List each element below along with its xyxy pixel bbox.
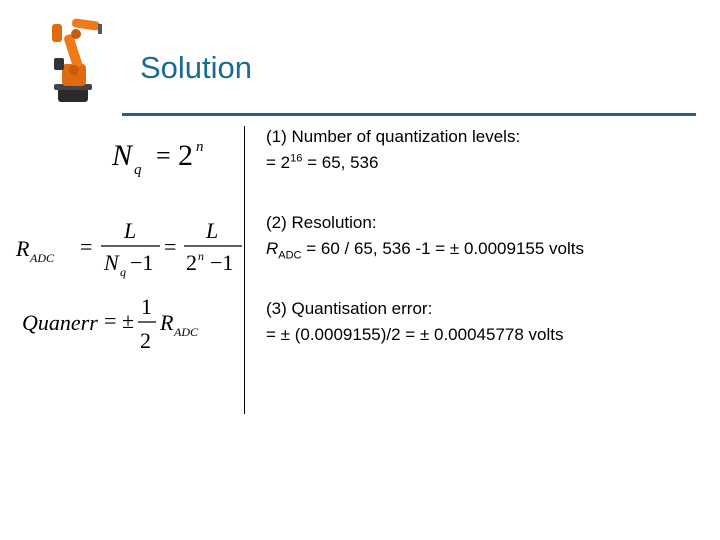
formula-num: L xyxy=(206,218,219,243)
formula-quantisation-error xyxy=(22,296,222,356)
formula-quantization-levels xyxy=(112,138,222,178)
item-heading: (1) Number of quantization levels: xyxy=(266,127,521,146)
item-heading: (2) Resolution: xyxy=(266,213,377,232)
formula-den: 2 xyxy=(140,328,151,353)
formula-eq: = xyxy=(80,234,93,259)
formula-var: R xyxy=(160,310,174,335)
formula-eq: = xyxy=(156,141,171,170)
solution-item-2 xyxy=(266,210,584,262)
solution-item-1 xyxy=(266,124,520,176)
formula-eq: = xyxy=(164,234,177,259)
item-result: = ± (0.0009155)/2 = ± 0.00045778 volts xyxy=(266,325,564,344)
formula-var: Quanerr xyxy=(22,310,98,335)
formula-den: N xyxy=(104,250,119,275)
formula-sub: ADC xyxy=(174,325,198,339)
formula-exp: n xyxy=(198,249,204,263)
formula-eq: = xyxy=(104,308,117,333)
formula-num: 1 xyxy=(141,294,152,319)
title-underline xyxy=(122,113,696,116)
robot-arm-logo xyxy=(44,14,104,106)
formula-var: R xyxy=(16,236,30,261)
item-result: = $2^{16} = 65$, 536 xyxy=(266,152,379,172)
formula-den-tail: −1 xyxy=(210,250,234,275)
formula-exp: n xyxy=(196,139,204,155)
formula-sub: ADC xyxy=(30,251,54,265)
item-result: $R_{ADC} = 60 / 65$, 536 -1 = ± 0.0009155 volts xyxy=(266,239,584,262)
formula-num: L xyxy=(124,218,137,243)
formula-var: N xyxy=(112,139,133,172)
solution-item-3 xyxy=(266,296,563,348)
formula-sub: q xyxy=(134,162,142,178)
item-heading: (3) Quantisation error: xyxy=(266,299,433,318)
formula-pm: ± xyxy=(122,308,135,333)
formula-sub: q xyxy=(120,265,126,279)
slide-title: Solution xyxy=(140,50,253,85)
formula-resolution xyxy=(16,214,256,278)
formula-den: 2 xyxy=(186,250,197,275)
formula-den-tail: −1 xyxy=(130,250,154,275)
formula-base: 2 xyxy=(178,139,193,172)
